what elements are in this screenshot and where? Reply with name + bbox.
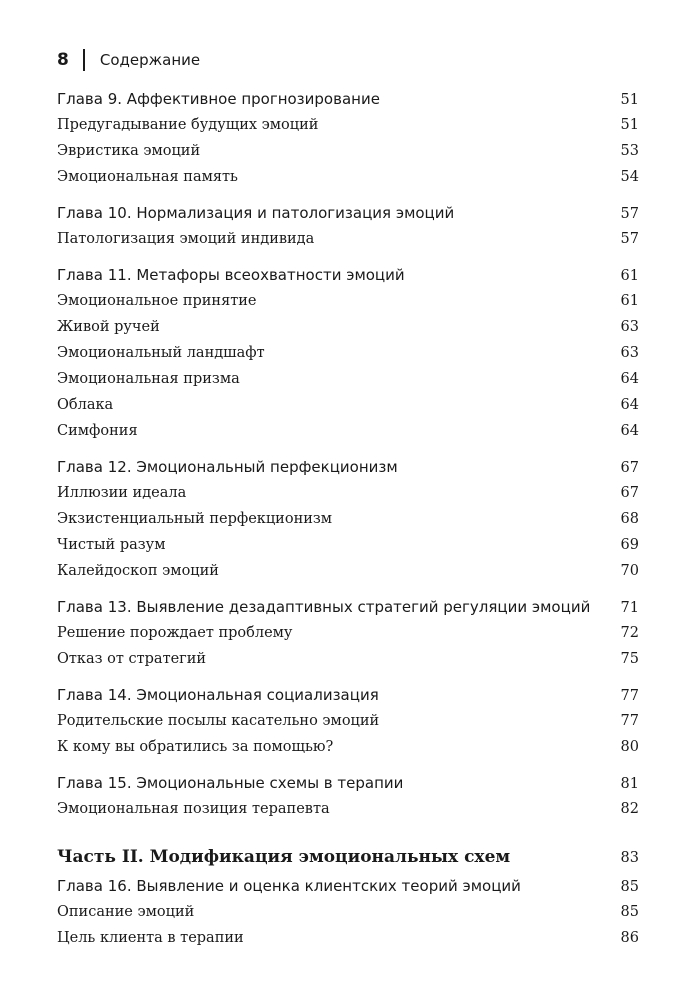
entry-page: 64: [620, 371, 639, 387]
entry-page: 82: [620, 801, 639, 817]
toc-entry: [57, 651, 639, 677]
entry-title: Эвристика эмоций: [57, 143, 201, 159]
entry-page: 57: [620, 231, 639, 247]
running-title: Содержание: [99, 51, 201, 69]
toc-chapter-section: [57, 686, 639, 765]
entry-page: 77: [620, 713, 639, 729]
entry-page: 51: [620, 117, 639, 133]
entry-title: Эмоциональная память: [57, 169, 238, 185]
chapter-title: Глава 13. Выявление дезадаптивных стратегий регуляции эмоций: [57, 598, 591, 616]
part-heading: [57, 847, 639, 877]
entry-page: 70: [620, 563, 639, 579]
entry-page: 69: [620, 537, 639, 553]
toc-chapter-section: [57, 598, 639, 677]
entry-page: 63: [620, 345, 639, 361]
toc-entry: [57, 713, 639, 739]
toc-entry: [57, 930, 639, 956]
entry-title: Цель клиента в терапии: [57, 930, 244, 946]
entry-title: Родительские посылы касательно эмоций: [57, 713, 380, 729]
toc-entry: [57, 485, 639, 511]
toc-entry: [57, 345, 639, 371]
entry-page: 85: [620, 904, 639, 920]
toc-chapter-section: [57, 90, 639, 195]
entry-title: Облака: [57, 397, 114, 413]
header-divider: [83, 49, 85, 71]
chapter-page: 81: [620, 776, 639, 792]
toc-entry: [57, 511, 639, 537]
entry-page: 64: [620, 397, 639, 413]
chapter-page: 67: [620, 460, 639, 476]
toc-chapter-section: [57, 266, 639, 449]
entry-title: Предугадывание будущих эмоций: [57, 117, 319, 133]
toc-entry: [57, 537, 639, 563]
chapter-heading: [57, 774, 639, 801]
entry-title: К кому вы обратились за помощью?: [57, 739, 334, 755]
entry-page: 67: [620, 485, 639, 501]
toc-entry: [57, 739, 639, 765]
chapter-heading: [57, 90, 639, 117]
entry-title: Патологизация эмоций индивида: [57, 231, 315, 247]
toc-entry: [57, 231, 639, 257]
toc-part: [57, 847, 639, 956]
entry-page: 72: [620, 625, 639, 641]
chapter-page: 77: [620, 688, 639, 704]
chapter-page: 57: [620, 206, 639, 222]
chapter-title: Глава 10. Нормализация и патологизация эмоций: [57, 204, 455, 222]
chapter-heading: [57, 686, 639, 713]
entry-page: 61: [620, 293, 639, 309]
entry-title: Описание эмоций: [57, 904, 195, 920]
chapter-title: Глава 12. Эмоциональный перфекционизм: [57, 458, 398, 476]
entry-title: Эмоциональный ландшафт: [57, 345, 265, 361]
chapter-title: Глава 16. Выявление и оценка клиентских теорий эмоций: [57, 877, 521, 895]
entry-page: 86: [620, 930, 639, 946]
toc-entry: [57, 397, 639, 423]
part-title: Часть II. Модификация эмоциональных схем: [57, 847, 511, 867]
chapter-heading: [57, 458, 639, 485]
toc-entry: [57, 293, 639, 319]
chapter-page: 71: [620, 600, 639, 616]
entry-title: Чистый разум: [57, 537, 166, 553]
entry-title: Решение порождает проблему: [57, 625, 293, 641]
entry-title: Симфония: [57, 423, 138, 439]
page-number: 8: [57, 50, 69, 70]
chapter-page: 51: [620, 92, 639, 108]
toc-entry: [57, 371, 639, 397]
toc-chapter-section: [57, 774, 639, 827]
toc-entry: [57, 801, 639, 827]
toc-entry: [57, 423, 639, 449]
entry-page: 54: [620, 169, 639, 185]
entry-title: Отказ от стратегий: [57, 651, 207, 667]
entry-page: 53: [620, 143, 639, 159]
toc-entry: [57, 143, 639, 169]
entry-title: Иллюзии идеала: [57, 485, 187, 501]
toc-entry: [57, 904, 639, 930]
chapter-title: Глава 15. Эмоциональные схемы в терапии: [57, 774, 404, 792]
toc-entry: [57, 117, 639, 143]
part-page: 83: [620, 850, 639, 866]
chapter-heading: [57, 877, 639, 904]
entry-page: 64: [620, 423, 639, 439]
entry-title: Калейдоскоп эмоций: [57, 563, 219, 579]
entry-title: Эмоциональное принятие: [57, 293, 257, 309]
entry-title: Эмоциональная позиция терапевта: [57, 801, 330, 817]
table-of-contents: [57, 90, 639, 965]
chapter-heading: [57, 204, 639, 231]
toc-chapter-section: [57, 204, 639, 257]
toc-entry: [57, 319, 639, 345]
chapter-title: Глава 9. Аффективное прогнозирование: [57, 90, 380, 108]
running-header: [57, 46, 200, 74]
chapter-page: 85: [620, 879, 639, 895]
entry-page: 63: [620, 319, 639, 335]
entry-title: Живой ручей: [57, 319, 160, 335]
chapter-title: Глава 11. Метафоры всеохватности эмоций: [57, 266, 405, 284]
toc-chapter-section: [57, 458, 639, 589]
entry-page: 68: [620, 511, 639, 527]
toc-entry: [57, 169, 639, 195]
entry-page: 75: [620, 651, 639, 667]
chapter-heading: [57, 598, 639, 625]
entry-title: Эмоциональная призма: [57, 371, 240, 387]
entry-title: Экзистенциальный перфекционизм: [57, 511, 333, 527]
toc-entry: [57, 563, 639, 589]
chapter-heading: [57, 266, 639, 293]
chapter-title: Глава 14. Эмоциональная социализация: [57, 686, 379, 704]
toc-sections: [57, 90, 639, 827]
toc-entry: [57, 625, 639, 651]
chapter-page: 61: [620, 268, 639, 284]
entry-page: 80: [620, 739, 639, 755]
